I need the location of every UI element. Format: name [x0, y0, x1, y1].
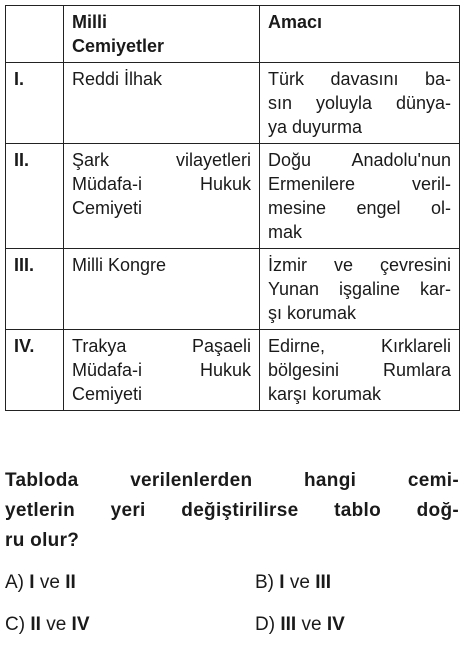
header-purpose: Amacı [260, 6, 460, 63]
option-value-second: IV [71, 614, 90, 635]
association-purpose [260, 249, 460, 330]
option-a[interactable] [5, 572, 76, 594]
option-value-first: I [29, 572, 35, 593]
option-value-second: III [315, 572, 332, 593]
association-purpose-line: Doğu Anadolu'nun [268, 150, 451, 170]
association-purpose-line: Yunan işgaline kar- [268, 279, 451, 299]
association-purpose-line: şı korumak [268, 303, 357, 323]
option-label: D) [255, 614, 276, 635]
association-purpose-line: Ermenilere veril- [268, 174, 451, 194]
header-associations-line: Cemiyetler [72, 36, 165, 56]
option-value-second: IV [326, 614, 345, 635]
header-associations [64, 6, 260, 63]
question-text [5, 466, 459, 556]
associations-table-container [5, 5, 459, 411]
association-name [64, 330, 260, 411]
row-number: II. [6, 144, 64, 249]
option-value-first: II [30, 614, 41, 635]
associations-table [5, 5, 460, 411]
option-connector: ve [46, 614, 67, 635]
association-purpose [260, 144, 460, 249]
association-purpose-line: mak [268, 222, 303, 242]
question-line: ru olur? [5, 530, 80, 551]
header-associations-line: Milli [72, 12, 107, 32]
association-purpose-line: sın yoluyla dünya- [268, 93, 451, 113]
option-connector: ve [289, 572, 310, 593]
association-purpose [260, 63, 460, 144]
option-value-first: I [279, 572, 285, 593]
association-name-line: Trakya Paşaeli [72, 336, 251, 356]
association-purpose-line: karşı korumak [268, 384, 382, 404]
header-num [6, 6, 64, 63]
option-label: C) [5, 614, 26, 635]
option-label: B) [255, 572, 274, 593]
association-name-line: Şark vilayetleri [72, 150, 251, 170]
option-label: A) [5, 572, 24, 593]
association-purpose-line: mesine engel ol- [268, 198, 451, 218]
association-name-line: Müdafa-i Hukuk [72, 360, 251, 380]
question-line: Tabloda verilenlerden hangi cemi- [5, 470, 459, 491]
table-row [6, 330, 460, 411]
association-name-line: Cemiyeti [72, 198, 143, 218]
association-purpose-line: İzmir ve çevresini [268, 255, 451, 275]
association-purpose-line: Türk davasını ba- [268, 69, 451, 89]
table-row [6, 63, 460, 144]
row-number: I. [6, 63, 64, 144]
association-purpose-line: ya duyurma [268, 117, 363, 137]
option-b[interactable] [255, 572, 331, 594]
table-row [6, 144, 460, 249]
association-purpose-line: bölgesini Rumlara [268, 360, 451, 380]
option-c[interactable] [5, 614, 90, 636]
row-number: III. [6, 249, 64, 330]
row-number: IV. [6, 330, 64, 411]
association-name-line: Müdafa-i Hukuk [72, 174, 251, 194]
option-value-second: II [65, 572, 76, 593]
association-purpose-line: Edirne, Kırklareli [268, 336, 451, 356]
association-name [64, 249, 260, 330]
option-connector: ve [301, 614, 322, 635]
table-header-row [6, 6, 460, 63]
option-value-first: III [280, 614, 297, 635]
option-d[interactable] [255, 614, 345, 636]
association-name-line: Reddi İlhak [72, 69, 163, 89]
association-name-line: Milli Kongre [72, 255, 167, 275]
table-row [6, 249, 460, 330]
question-line: yetlerin yeri değiştirilirse tablo doğ- [5, 500, 459, 521]
option-connector: ve [39, 572, 60, 593]
association-name [64, 63, 260, 144]
association-purpose [260, 330, 460, 411]
table-body [6, 63, 460, 411]
association-name [64, 144, 260, 249]
association-name-line: Cemiyeti [72, 384, 143, 404]
